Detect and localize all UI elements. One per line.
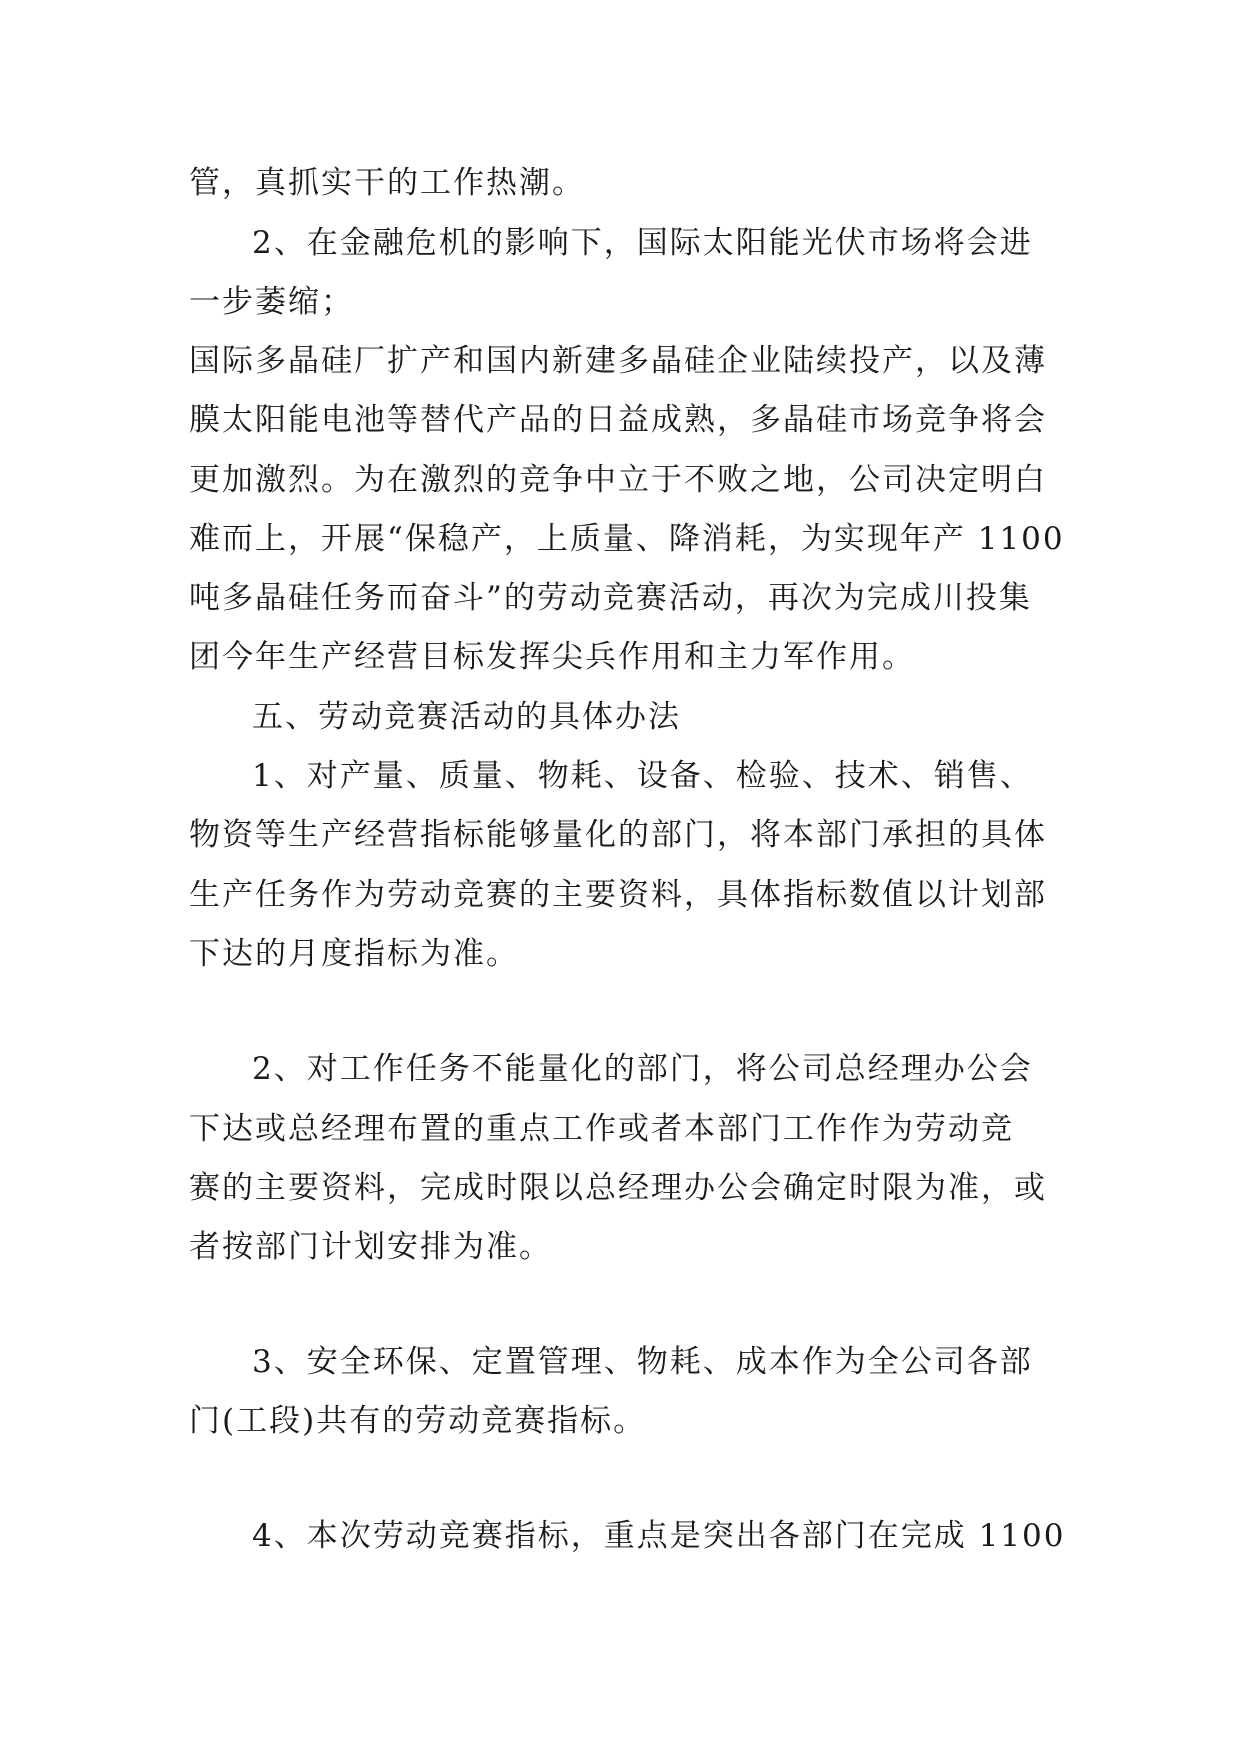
text-line: 3、安全环保、定置管理、物耗、成本作为全公司各部 <box>252 1344 1033 1380</box>
text-line: 一步萎缩； <box>189 284 354 320</box>
text-line: 1、对产量、质量、物耗、设备、检验、技术、销售、 <box>252 758 1033 794</box>
text-line: 膜太阳能电池等替代产品的日益成熟，多晶硅市场竞争将会 <box>189 402 1047 438</box>
text-line: 者按部门计划安排为准。 <box>189 1229 552 1265</box>
text-line: 物资等生产经营指标能够量化的部门，将本部门承担的具体 <box>189 817 1047 853</box>
text-line: 更加激烈。为在激烈的竞争中立于不败之地，公司决定明白 <box>189 462 1047 498</box>
text-line: 生产任务作为劳动竞赛的主要资料，具体指标数值以计划部 <box>189 877 1047 913</box>
text-line: 赛的主要资料，完成时限以总经理办公会确定时限为准，或 <box>189 1170 1047 1206</box>
text-line: 国际多晶硅厂扩产和国内新建多晶硅企业陆续投产，以及薄 <box>189 343 1047 379</box>
text-line: 下达的月度指标为准。 <box>189 936 519 972</box>
text-line: 管，真抓实干的工作热潮。 <box>189 165 585 201</box>
section-heading: 五、劳动竞赛活动的具体办法 <box>252 699 681 735</box>
text-line: 2、在金融危机的影响下，国际太阳能光伏市场将会进 <box>252 225 1033 261</box>
text-line: 吨多晶硅任务而奋斗”的劳动竞赛活动，再次为完成川投集 <box>189 580 1032 616</box>
text-line: 难而上，开展“保稳产，上质量、降消耗，为实现年产 1100 <box>189 521 1065 557</box>
text-line: 团今年生产经营目标发挥尖兵作用和主力军作用。 <box>189 639 915 675</box>
text-line: 下达或总经理布置的重点工作或者本部门工作作为劳动竞 <box>189 1111 1014 1147</box>
text-line: 2、对工作任务不能量化的部门，将公司总经理办公会 <box>252 1051 1033 1087</box>
text-line: 门(工段)共有的劳动竞赛指标。 <box>189 1403 647 1439</box>
text-line: 4、本次劳动竞赛指标，重点是突出各部门在完成 1100 <box>252 1518 1066 1554</box>
